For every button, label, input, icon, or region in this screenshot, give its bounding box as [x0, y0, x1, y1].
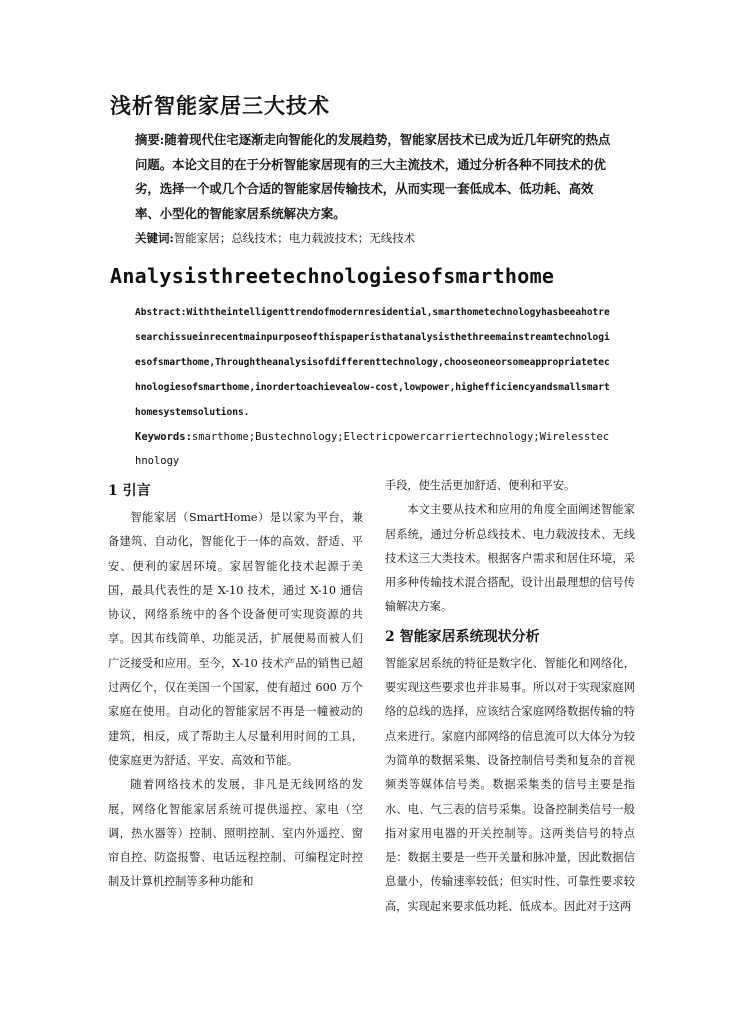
- body-paragraph: 智能家居（SmartHome）是以家为平台，兼备建筑、自动化，智能化于一体的高效、舒适、平安、便利的家居环境。家居智能化技术起源于美国，最具代表性的是 X-10 技术，通过 X-10 通信协议，网络系统中的各个设备便可实现资源的共享。因其布线简单、功能灵活，扩展便易而被人们广泛接受和应用。至今，X-10 技术产品的销售已超过两亿个，仅在美国一个国家，使有超过 600 万个家庭在使用。自动化的智能家居不再是一幢被动的建筑，相反，成了帮助主人尽量利用时间的工具，使家庭更为舒适、平安、高效和节能。: [108, 511, 363, 767]
- english-abstract: Abstract:Withtheintelligenttrendofmodernresidential,smarthometechnologyhasbeeahotresearchissueinrecentmainpurposeofthispaperisthatanalysisthethreemainstreamtechnologiesofsmarthome,Throughtheanalysisofdifferenttechnology,chooseoneorsomeappropriatetechnologiesofsmarthome,inordertoachievealow-cost,lowpower,highefficiencyandsmallsmarthomesystemsolutions.: [135, 307, 610, 418]
- chinese-keywords: [135, 230, 415, 246]
- body-paragraph: 本文主要从技术和应用的角度全面阐述智能家居系统，通过分析总线技术、电力载波技术、无线技术这三大类技术。根据客户需求和居住环境，采用多种传输技术混合搭配，设计出最理想的信号传输解决方案。: [385, 503, 635, 614]
- english-title: Analysisthreetechnologiesofsmarthome: [110, 264, 555, 288]
- chinese-keywords-text: 智能家居；总线技术；电力载波技术；无线技术: [173, 231, 416, 245]
- chinese-keywords-label: 关键词:: [135, 231, 174, 245]
- section-heading-status-analysis: 2 智能家居系统现状分析: [385, 628, 540, 645]
- section-heading-introduction: 1 引言: [108, 483, 151, 499]
- body-paragraph: 手段，使生活更加舒适、便利和平安。: [385, 479, 576, 492]
- chinese-abstract: 摘要:随着现代住宅逐渐走向智能化的发展趋势，智能家居技术已成为近几年研究的热点问题。本论文目的在于分析智能家居现有的三大主流技术，通过分析各种不同技术的优劣，选择一个或几个合适的智能家居传输技术，从而实现一套低成本、低功耗、高效率、小型化的智能家居系统解决方案。: [135, 132, 611, 221]
- body-paragraph: 随着网络技术的发展，非凡是无线网络的发展，网络化智能家居系统可提供遥控、家电（空调，热水器等）控制、照明控制、室内外遥控、窗帘自控、防盗报警、电话远程控制、可编程定时控制及计算机控制等多种功能和: [108, 778, 363, 889]
- english-keywords-text: smarthome;Bustechnology;Electricpowercarriertechnology;Wirelesstechnology: [135, 431, 610, 467]
- english-keywords: [135, 425, 615, 473]
- chinese-title: 浅析智能家居三大技术: [110, 93, 330, 118]
- left-column: [108, 474, 363, 895]
- body-paragraph: 智能家居系统的特征是数字化、智能化和网络化，要实现这些要求也并非易事。所以对于实现家庭网络的总线的选择，应该结合家庭网络数据传输的特点来进行。家庭内部网络的信息流可以大体分为较为简单的数据采集、设备控制信号类和复杂的音视频类等媒体信号类。数据采集类的信号主要是指水、电、气三表的信号采集。设备控制类信号一般指对家用电器的开关控制等。这两类信号的特点是：数据主要是一些开关量和脉冲量，因此数据信息量小，传输速率较低；但实时性、可靠性要求较高，实现起来要求低功耗、低成本。因此对于这两: [385, 656, 635, 913]
- english-keywords-label: Keywords:: [135, 431, 192, 443]
- right-column: [385, 474, 635, 919]
